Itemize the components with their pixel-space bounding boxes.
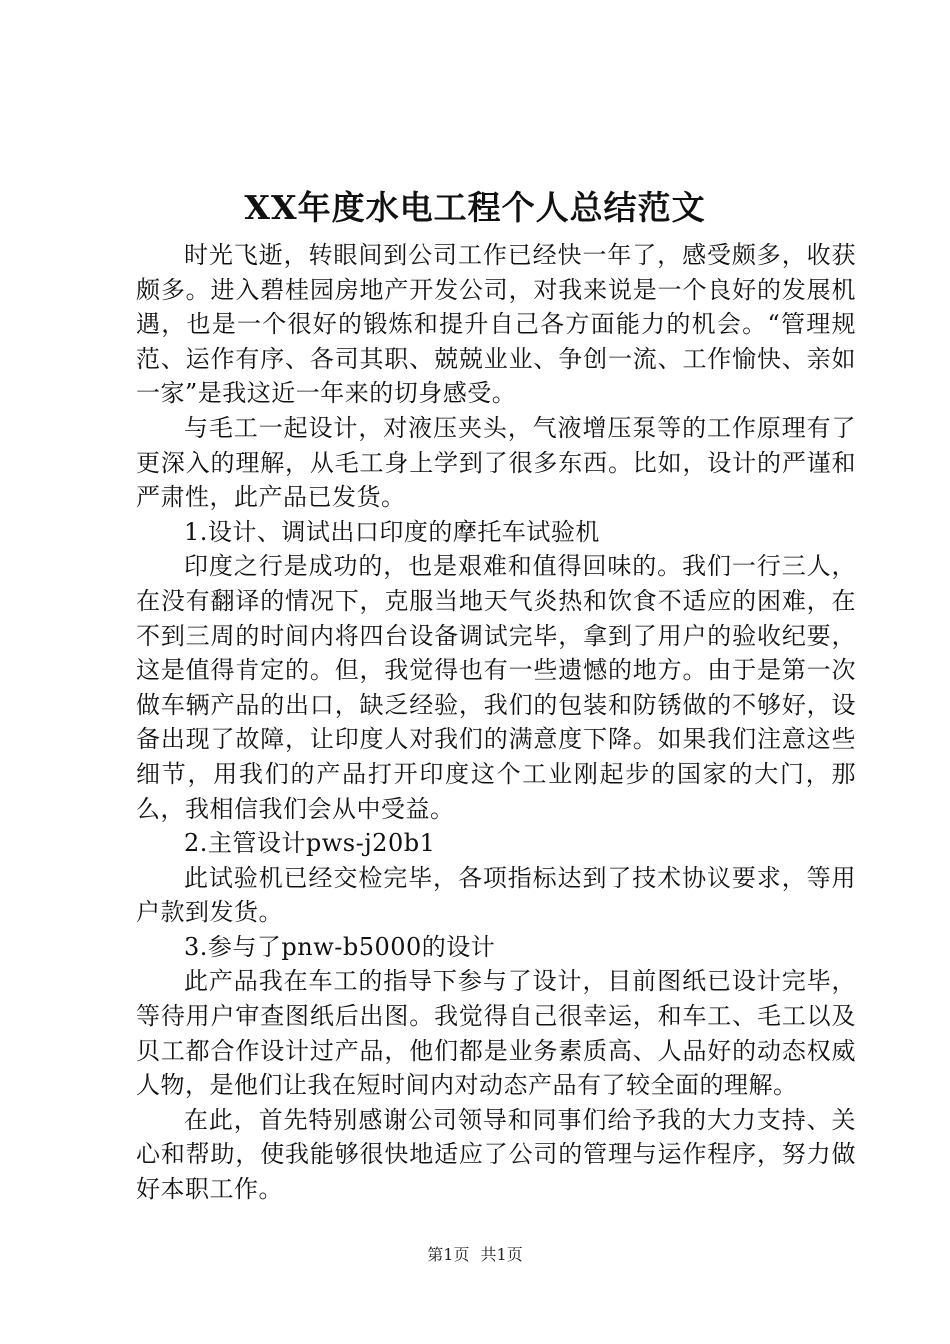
paragraph-thanks: 在此，首先特别感谢公司领导和同事们给予我的大力支持、关心和帮助，使我能够很快地适应了公司的管理与运作程序，努力做好本职工作。 [136,1105,856,1204]
paragraph-product-design: 此产品我在车工的指导下参与了设计，目前图纸已设计完毕，等待用户审查图纸后出图。我觉得自己很幸运，和车工、毛工以及贝工都合作设计过产品，他们都是业务素质高、人品好的动态权威人物，是他们让我在短时间内对动态产品有了较全面的理解。 [136,967,856,1100]
paragraph-test-machine: 此试验机已经交检完毕，各项指标达到了技术协议要求，等用户款到发货。 [136,863,856,927]
section-heading-2: 2.主管设计pws-j20b1 [184,829,436,858]
page-total: 共1页 [480,1245,523,1264]
section-heading-3: 3.参与了pnw-b5000的设计 [184,932,496,961]
document-body [136,238,856,1207]
section-heading-1: 1.设计、调试出口印度的摩托车试验机 [184,517,600,546]
paragraph-design-with-mao: 与毛工一起设计，对液压夹头，气液增压泵等的工作原理有了更深入的理解，从毛工身上学到了很多东西。比如，设计的严谨和严肃性，此产品已发货。 [136,413,856,512]
page-footer [0,1244,950,1266]
paragraph-india-trip: 印度之行是成功的，也是艰难和值得回味的。我们一行三人，在没有翻译的情况下，克服当地天气炎热和饮食不适应的困难，在不到三周的时间内将四台设备调试完毕，拿到了用户的验收纪要，这是值得肯定的。但，我觉得也有一些遗憾的地方。由于是第一次做车辆产品的出口，缺乏经验，我们的包装和防锈做的不够好，设备出现了故障，让印度人对我们的满意度下降。如果我们注意这些细节，用我们的产品打开印度这个工业刚起步的国家的大门，那么，我相信我们会从中受益。 [136,552,856,823]
page-number: 第1页 [427,1245,470,1264]
document-title: XX年度水电工程个人总结范文 [244,188,706,227]
paragraph-intro: 时光飞逝，转眼间到公司工作已经快一年了，感受颇多，收获颇多。进入碧桂园房地产开发公司，对我来说是一个良好的发展机遇，也是一个很好的锻炼和提升自己各方面能力的机会。“管理规范、运作有序、各司其职、兢兢业业、争创一流、工作愉快、亲如一家”是我这近一年来的切身感受。 [136,241,856,408]
